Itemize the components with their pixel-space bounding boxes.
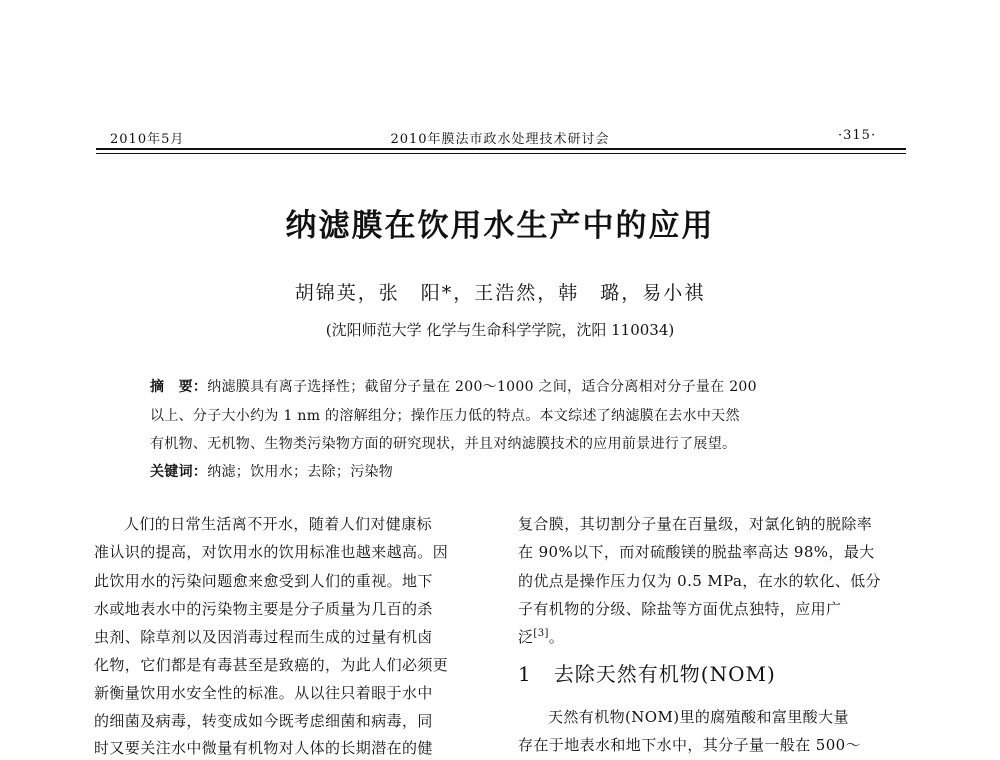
author-list: 胡锦英，张 阳*，王浩然，韩 璐，易小祺 — [294, 282, 706, 304]
paper-title: 纳滤膜在饮用水生产中的应用 — [285, 208, 715, 244]
section-number: 1 — [518, 662, 532, 686]
keywords-text: 纳滤；饮用水；去除；污染物 — [207, 464, 394, 480]
body-line: 复合膜，其切割分子量在百量级，对氯化钠的脱除率 — [518, 515, 873, 533]
body-text: 。 — [548, 628, 565, 646]
abstract-line-2: 以上、分子大小约为 1 nm 的溶解组分；操作压力低的特点。本文综述了纳滤膜在去水中天然 — [150, 408, 740, 424]
body-text: 泛 — [518, 628, 534, 646]
abstract-line-3: 有机物、无机物、生物类污染物方面的研究现状，并且对纳滤膜技术的应用前景进行了展望。 — [150, 436, 737, 452]
section-title: 去除天然有机物(NOM) — [553, 662, 776, 686]
body-line: 天然有机物(NOM)里的腐殖酸和富里酸大量 — [548, 708, 849, 726]
body-line: 存在于地表水和地下水中，其分子量一般在 500～ — [518, 736, 862, 754]
affiliation: (沈阳师范大学 化学与生命科学学院，沈阳 110034) — [325, 321, 675, 339]
body-line: 准认识的提高，对饮用水的饮用标准也越来越高。因 — [94, 543, 449, 561]
keywords-label: 关键词： — [150, 464, 208, 480]
body-line — [518, 626, 564, 647]
body-line: 子有机物的分级、除盐等方面优点独特，应用广 — [518, 600, 842, 618]
abstract-label: 摘 要： — [150, 379, 208, 395]
body-line: 此饮用水的污染问题愈来愈受到人们的重视。地下 — [94, 572, 433, 590]
body-line: 虫剂、除草剂以及因消毒过程而生成的过量有机卤 — [94, 628, 433, 646]
body-line: 的优点是操作压力仅为 0.5 MPa，在水的软化、低分 — [518, 572, 881, 590]
citation-reference: [3] — [533, 628, 549, 639]
section-heading — [518, 658, 776, 687]
abstract-line-1 — [150, 376, 757, 396]
abstract-text-1: 纳滤膜具有离子选择性；截留分子量在 200～1000 之间，适合分离相对分子量在 200 — [207, 379, 757, 395]
body-line: 时又要关注水中微量有机物对人体的长期潜在的健 — [94, 739, 433, 757]
body-line: 的细菌及病毒，转变成如今既考虑细菌和病毒，同 — [94, 712, 433, 730]
header-rule-thin — [96, 153, 906, 154]
body-line: 水或地表水中的污染物主要是分子质量为几百的杀 — [94, 600, 433, 618]
running-header-date: 2010年5月 — [110, 132, 185, 147]
running-header-page-number: ·315· — [838, 128, 877, 143]
header-rule-thick — [96, 148, 906, 150]
body-line: 在 90%以下，而对硫酸镁的脱盐率高达 98%，最大 — [518, 543, 875, 561]
running-header-conference: 2010年膜法市政水处理技术研讨会 — [390, 132, 610, 147]
body-line: 新衡量饮用水安全性的标准。从以往只着眼于水中 — [94, 684, 433, 702]
keywords-line — [150, 461, 393, 481]
body-line: 化物，它们都是有毒甚至是致癌的，为此人们必须更 — [94, 656, 449, 674]
body-line: 人们的日常生活离不开水，随着人们对健康标 — [124, 515, 433, 533]
